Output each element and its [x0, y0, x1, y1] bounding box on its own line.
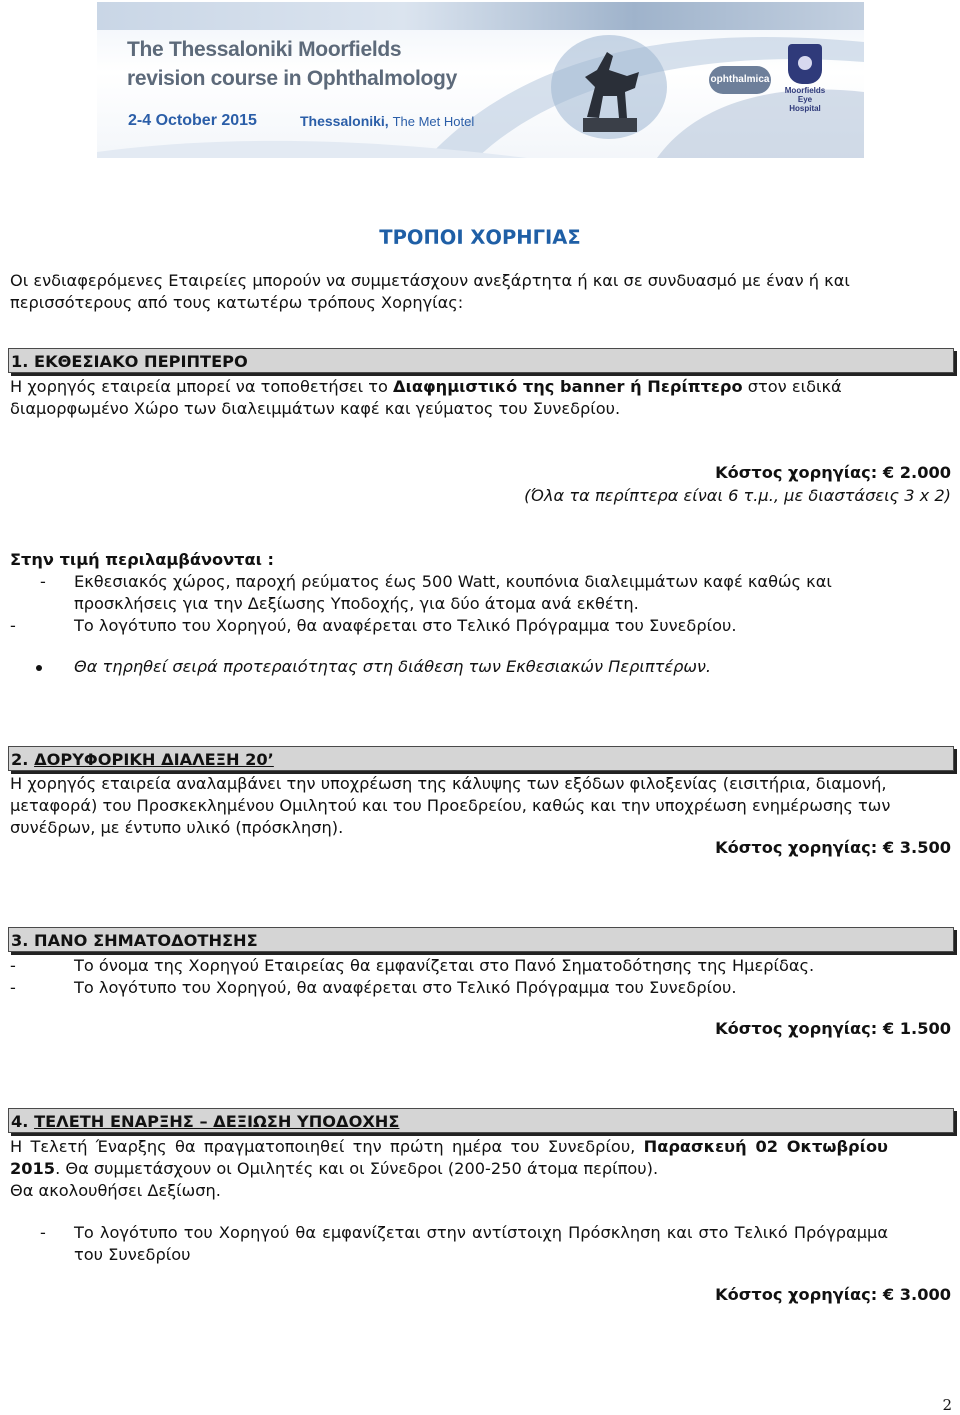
section1-body-post: στον ειδικά διαμορφωμένο Χώρο των διαλειμμάτων καφέ και γεύματος του Συνεδρίου. — [10, 377, 842, 418]
section4-cost — [715, 1285, 951, 1304]
section3-item-2 — [10, 977, 890, 999]
banner-title-line1: The Thessaloniki Moorfields — [127, 38, 402, 61]
intro-paragraph: Οι ενδιαφερόμενες Εταιρείες μπορούν να συμμετάσχουν ανεξάρτητα ή και σε συνδυασμό με έναν ή και περισσότερους από τους κατωτέρω τρόπους Χορηγίας: — [10, 271, 850, 312]
section4-item-1-text: Το λογότυπο του Χορηγού θα εμφανίζεται στην αντίστοιχη Πρόσκληση και στο Τελικό Πρόγραμμα του Συνεδρίου — [74, 1223, 888, 1264]
moorfields-logo-text: Moorfields Eye Hospital — [784, 86, 826, 113]
section4-cost-value: 3.000 — [899, 1285, 951, 1304]
section3-item-2-text: Το λογότυπο του Χορηγού, θα αναφέρεται στο Τελικό Πρόγραμμα του Συνεδρίου. — [74, 978, 737, 997]
section1-body-pre: Η χορηγός εταιρεία μπορεί να τοποθετήσει το — [10, 377, 394, 396]
cost-label: Κόστος χορηγίας: — [715, 463, 878, 482]
section4-item-1 — [40, 1222, 888, 1266]
section3-item-1 — [10, 955, 890, 977]
section4-body — [10, 1136, 888, 1180]
euro-icon: € — [882, 463, 895, 482]
conference-banner — [97, 2, 864, 158]
moorfields-logo — [783, 44, 827, 113]
cost-label: Κόστος χορηγίας: — [715, 1019, 878, 1038]
section1-item-1 — [40, 571, 890, 615]
section1-includes-title: Στην τιμή περιλαμβάνονται : — [10, 550, 275, 569]
section4-heading-num: 4. — [11, 1112, 35, 1131]
dash-marker: - — [10, 978, 16, 997]
section2-cost — [715, 838, 951, 857]
section4-heading-text: ΤΕΛΕΤΗ ΕΝΑΡΞΗΣ – ΔΕΞΙΩΣΗ ΥΠΟΔΟΧΗΣ — [34, 1112, 400, 1131]
page-number: 2 — [942, 1396, 952, 1414]
section1-body — [10, 376, 950, 420]
euro-icon: € — [882, 1285, 895, 1304]
banner-venue-hotel: The Met Hotel — [392, 114, 475, 129]
dash-marker: - — [10, 956, 16, 975]
section1-bullet-text: Θα τηρηθεί σειρά προτεραιότητας στη διάθεση των Εκθεσιακών Περιπτέρων. — [74, 657, 712, 676]
section1-item-1-text: Εκθεσιακός χώρος, παροχή ρεύματος έως 500 Watt, κουπόνια διαλειμμάτων καφέ καθώς και προσκλήσεις για την Δεξίωσης Υποδοχής, για δύο άτομα ανά εκθέτη. — [74, 572, 832, 613]
section1-item-2-text: Το λογότυπο του Χορηγού, θα αναφέρεται στο Τελικό Πρόγραμμα του Συνεδρίου. — [74, 616, 737, 635]
section1-cost-value: 2.000 — [899, 463, 951, 482]
section4-body2: Θα ακολουθήσει Δεξίωση. — [10, 1181, 221, 1200]
page-title: ΤΡΟΠΟΙ ΧΟΡΗΓΙΑΣ — [379, 226, 581, 249]
banner-venue-city: Thessaloniki, — [300, 113, 389, 129]
section4-body-pre: Η Τελετή Έναρξης θα πραγματοποιηθεί την πρώτη ημέρα του Συνεδρίου, — [10, 1137, 644, 1156]
dash-marker: - — [40, 1223, 46, 1242]
cost-label: Κόστος χορηγίας: — [715, 838, 878, 857]
section2-heading — [8, 746, 954, 771]
dash-marker: - — [10, 616, 16, 635]
section2-heading-text: ΔΟΡΥΦΟΡΙΚΗ ΔΙΑΛΕΞΗ 20’ — [34, 750, 274, 769]
section1-note: (Όλα τα περίπτερα είναι 6 τ.μ., με διαστάσεις 3 x 2) — [524, 486, 951, 505]
section2-cost-value: 3.500 — [899, 838, 951, 857]
moorfields-crest-icon — [788, 44, 822, 84]
section1-cost — [715, 463, 951, 482]
section3-heading: 3. ΠΑΝΟ ΣΗΜΑΤΟΔΟΤΗΣΗΣ — [8, 927, 954, 952]
banner-title — [127, 35, 457, 93]
section3-item-1-text: Το όνομα της Χορηγού Εταιρείας θα εμφανίζεται στο Πανό Σηματοδότησης της Ημερίδας. — [74, 956, 815, 975]
section4-body-bold: Παρασκευή 02 Οκτωβρίου 2015 — [10, 1137, 888, 1178]
section2-body: Η χορηγός εταιρεία αναλαμβάνει την υποχρέωση της κάλυψης των εξόδων φιλοξενίας (εισιτήρια, διαμονή, μεταφορά) του Προσκεκλημένου Ομιλητού και του Προεδρείου, καθώς και την υποχρέωση ενημέρωσης των συνέδρων, με έντυπο υλικό (πρόσκληση). — [10, 774, 891, 837]
section1-item-2 — [10, 615, 890, 637]
section3-cost — [715, 1019, 951, 1038]
section2-heading-num: 2. — [11, 750, 35, 769]
euro-icon: € — [882, 1019, 895, 1038]
banner-venue — [300, 113, 474, 129]
section4-heading — [8, 1108, 954, 1133]
section1-bullet — [36, 657, 896, 676]
cost-label: Κόστος χορηγίας: — [715, 1285, 878, 1304]
dash-marker: - — [40, 572, 46, 591]
section3-cost-value: 1.500 — [899, 1019, 951, 1038]
section1-heading: 1. ΕΚΘΕΣΙΑΚΟ ΠΕΡΙΠΤΕΡΟ — [8, 348, 954, 373]
bullet-icon — [36, 665, 42, 671]
banner-title-line2: revision course in Ophthalmology — [127, 67, 457, 90]
section4-body-post: . Θα συμμετάσχουν οι Ομιλητές και οι Σύνεδροι (200-250 άτομα περίπου). — [55, 1159, 659, 1178]
section1-body-bold: Διαφημιστικό της banner ή Περίπτερο — [393, 377, 743, 396]
banner-dates: 2-4 October 2015 — [128, 112, 257, 129]
statue-icon — [547, 32, 667, 142]
euro-icon: € — [882, 838, 895, 857]
ophthalmica-logo: ophthalmica — [709, 66, 771, 94]
